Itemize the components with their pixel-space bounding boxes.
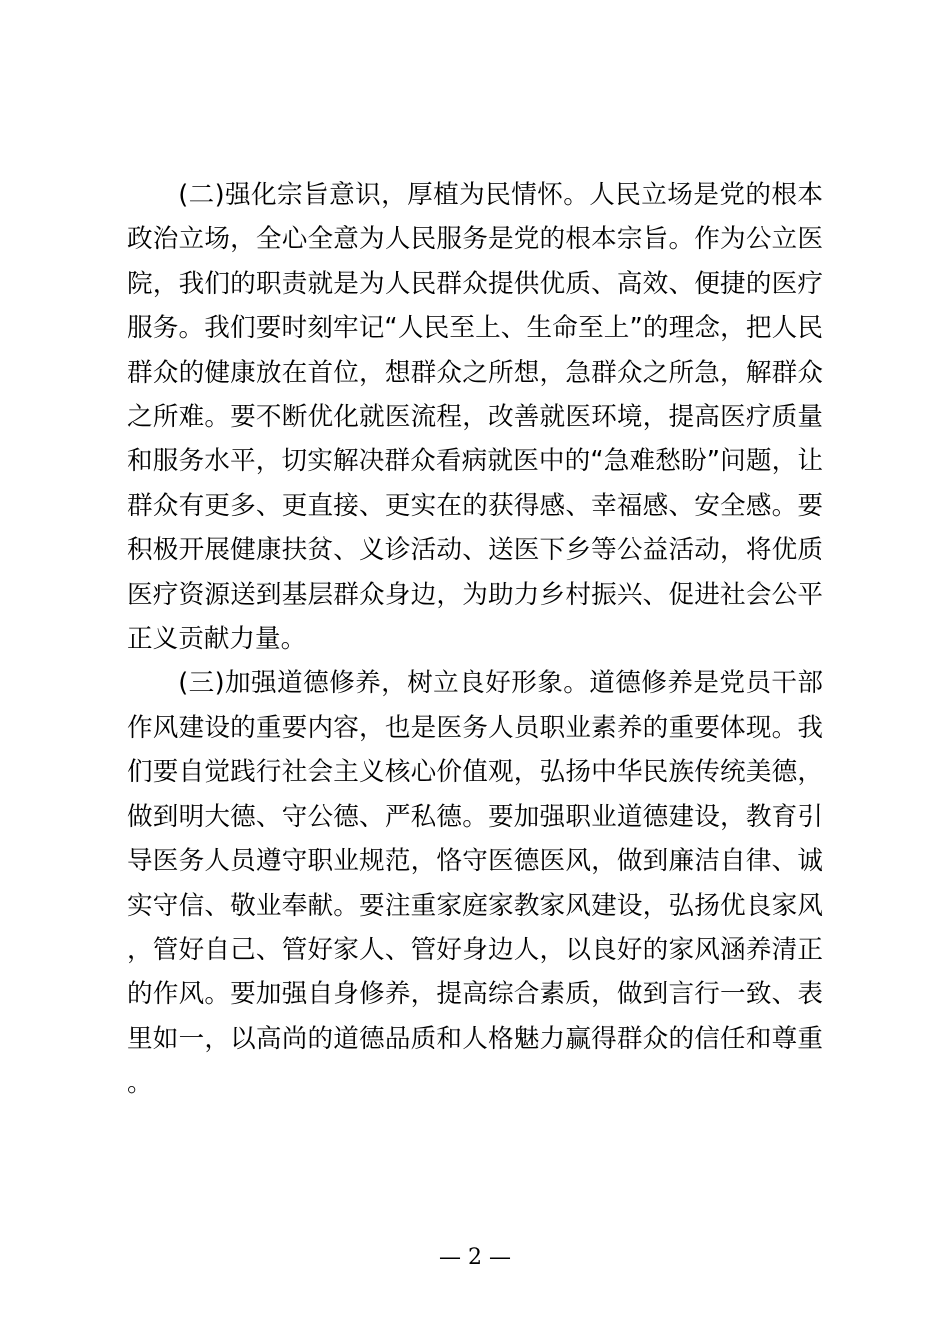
page-number: — 2 — — [439, 1245, 511, 1270]
body-text — [127, 173, 823, 1106]
paragraph-section-3: (三)加强道德修养，树立良好形象。道德修养是党员干部作风建设的重要内容，也是医务人员职业素养的重要体现。我们要自觉践行社会主义核心价值观，弘扬中华民族传统美德，做到明大德、守公德、严私德。要加强职业道德建设，教育引导医务人员遵守职业规范，恪守医德医风，做到廉洁自律、诚实守信、敬业奉献。要注重家庭家教家风建设，弘扬优良家风，管好自己、管好家人、管好身边人，以良好的家风涵养清正的作风。要加强自身修养，提高综合素质，做到言行一致、表里如一，以高尚的道德品质和人格魅力赢得群众的信任和尊重。 — [127, 668, 823, 1099]
paragraph-section-2: (二)强化宗旨意识，厚植为民情怀。人民立场是党的根本政治立场，全心全意为人民服务是党的根本宗旨。作为公立医院，我们的职责就是为人民群众提供优质、高效、便捷的医疗服务。我们要时刻牢记“人民至上、生命至上”的理念，把人民群众的健康放在首位，想群众之所想，急群众之所急，解群众之所难。要不断优化就医流程，改善就医环境，提高医疗质量和服务水平，切实解决群众看病就医中的“急难愁盼”问题，让群众有更多、更直接、更实在的获得感、幸福感、安全感。要积极开展健康扶贫、义诊活动、送医下乡等公益活动，将优质医疗资源送到基层群众身边，为助力乡村振兴、促进社会公平正义贡献力量。 — [127, 180, 823, 655]
